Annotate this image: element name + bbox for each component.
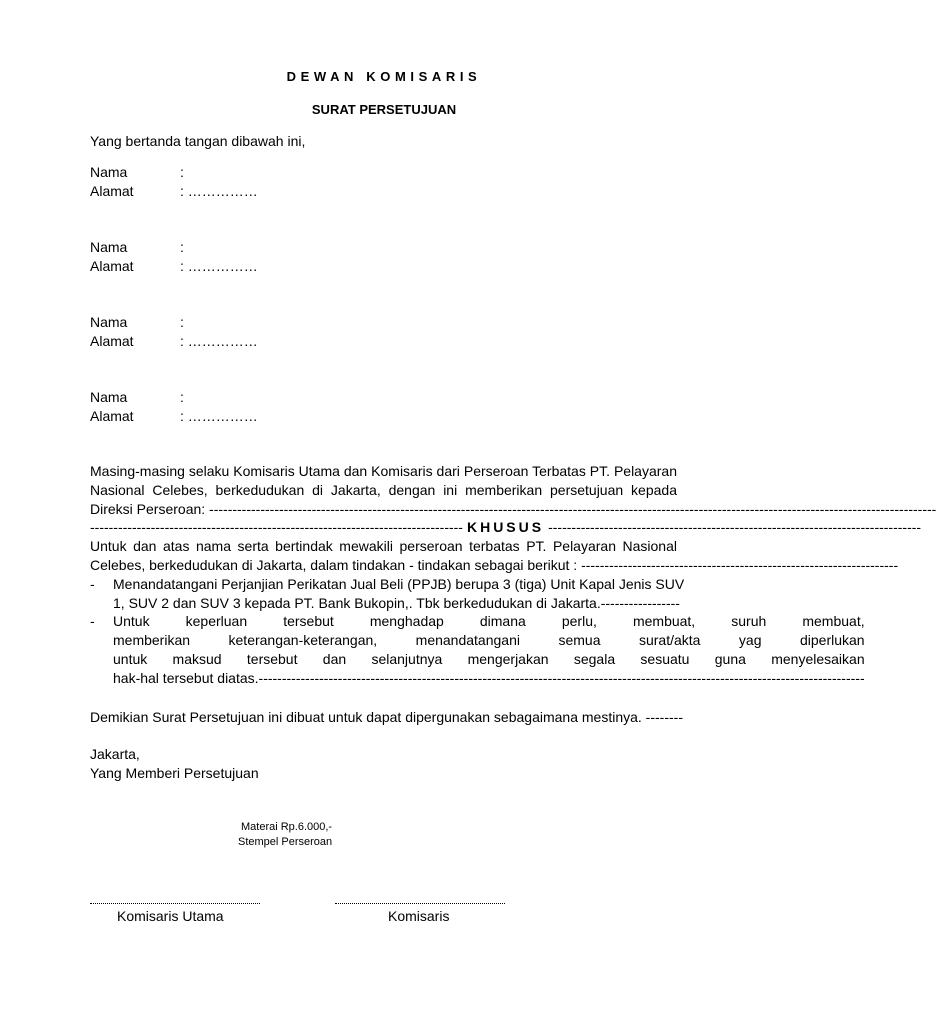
list-item-line	[113, 669, 865, 688]
signer-block	[90, 238, 390, 276]
signature-title-left: Komisaris Utama	[117, 908, 224, 924]
list-item	[90, 575, 685, 613]
signer-block	[90, 163, 390, 201]
name-label: Nama	[90, 389, 128, 405]
name-label: Nama	[90, 164, 128, 180]
khusus-heading: KHUSUS	[466, 519, 545, 536]
list-item-line: Menandatangani Perjanjian Perikatan Jual Beli (PPJB) berupa 3 (tiga) Unit Kapal Jenis SUV	[113, 575, 685, 592]
name-value: :	[180, 314, 184, 330]
intro-text: Yang bertanda tangan dibawah ini,	[90, 133, 306, 149]
paragraph-line: Masing-masing selaku Komisaris Utama dan Komisaris dari Perseroan Terbatas PT. Pelayaran	[90, 463, 677, 479]
list-item-line: memberikan keterangan-keterangan, menandatangani semua surat/akta yag diperlukan	[113, 632, 865, 649]
list-item-line: Untuk keperluan tersebut menghadap dimana perlu, membuat, suruh membuat,	[113, 613, 865, 630]
address-label: Alamat	[90, 408, 134, 424]
dash-fill: --------------------------------------------------------------------------------	[548, 519, 922, 536]
list-item-line: 1, SUV 2 dan SUV 3 kepada PT. Bank Bukopin,. Tbk berkedudukan di Jakarta.-----------------	[113, 594, 680, 611]
paragraph-line	[90, 500, 936, 519]
address-label: Alamat	[90, 258, 134, 274]
signature-line-right	[335, 903, 505, 904]
name-label: Nama	[90, 239, 128, 255]
name-value: :	[180, 239, 184, 255]
giver-text: Yang Memberi Persetujuan	[90, 765, 259, 781]
page-title: DEWAN KOMISARIS	[286, 69, 482, 84]
materai-text: Materai Rp.6.000,-	[241, 821, 333, 833]
page-subtitle: SURAT PERSETUJUAN	[311, 102, 457, 117]
signer-block	[90, 388, 390, 426]
name-label: Nama	[90, 314, 128, 330]
name-value: :	[180, 389, 184, 405]
dash-fill: ----------------------------------------------------------------------------------------------------------------------------------	[258, 669, 865, 686]
stempel-text: Stempel Perseroan	[238, 836, 333, 848]
address-value: : ……………	[180, 258, 258, 274]
list-item-line: untuk maksud tersebut dan selanjutnya mengerjakan segala sesuatu guna menyelesaikan	[113, 650, 865, 667]
address-value: : ……………	[180, 333, 258, 349]
body-text	[90, 462, 936, 688]
paragraph-text: Celebes, berkedudukan di Jakarta, dalam tindakan - tindakan sebagai berikut :	[90, 556, 578, 573]
signature-title-right: Komisaris	[388, 908, 450, 924]
paragraph-line	[90, 556, 899, 575]
paragraph-text: Direksi Perseroan:	[90, 500, 206, 517]
address-value: : ……………	[180, 408, 258, 424]
khusus-line	[90, 518, 922, 537]
address-label: Alamat	[90, 183, 134, 199]
address-value: : ……………	[180, 183, 258, 199]
closing-text: Demikian Surat Persetujuan ini dibuat untuk dapat dipergunakan sebagaimana mestinya. --------	[90, 709, 683, 725]
address-label: Alamat	[90, 333, 134, 349]
list-item-text: hak-hal tersebut diatas.	[113, 669, 259, 686]
paragraph-line: Nasional Celebes, berkedudukan di Jakarta, dengan ini memberikan persetujuan kepada	[90, 481, 677, 498]
dash-fill: ------------------------------------------------------------------------------------------------------------------------------------------------------------	[205, 500, 936, 517]
bullet-mark: -	[90, 613, 95, 630]
paragraph-line: Untuk dan atas nama serta bertindak mewakili perseroan terbatas PT. Pelayaran Nasional	[90, 538, 677, 555]
dash-fill: --------------------------------------------------------------------	[577, 556, 899, 573]
signer-block	[90, 313, 390, 351]
bullet-mark: -	[90, 575, 95, 592]
name-value: :	[180, 164, 184, 180]
list-item	[90, 612, 865, 687]
dash-fill: --------------------------------------------------------------------------------	[90, 519, 463, 536]
signature-line-left	[90, 903, 260, 904]
place-text: Jakarta,	[90, 746, 140, 762]
